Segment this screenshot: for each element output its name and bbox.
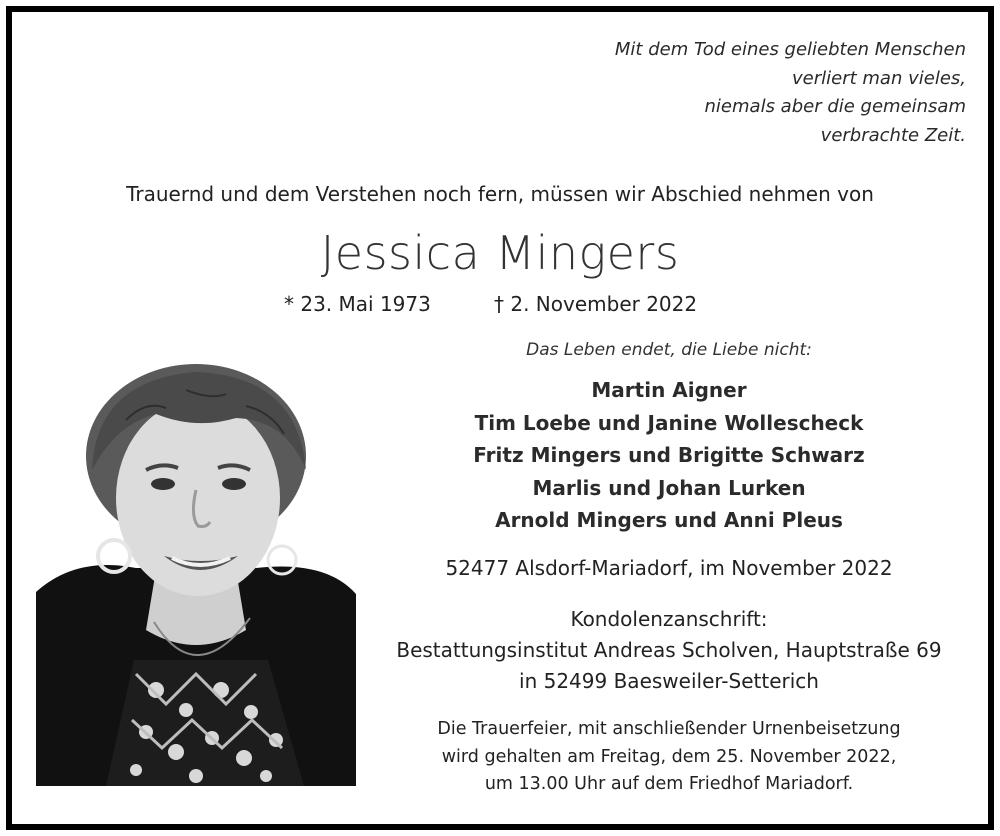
mourner-name: Martin Aigner <box>591 378 747 402</box>
funeral-line: Die Trauerfeier, mit anschließender Urnenbeisetzung <box>437 719 901 739</box>
place-and-date: 52477 Alsdorf-Mariadorf, im November 2022 <box>445 556 893 580</box>
motto-text: Das Leben endet, die Liebe nicht: <box>526 340 812 360</box>
poem-line: verliert man vieles, <box>792 67 966 89</box>
deceased-name: Jessica Mingers <box>320 226 680 280</box>
funeral-line: um 13.00 Uhr auf dem Friedhof Mariadorf. <box>484 774 854 794</box>
poem-quote <box>466 36 966 150</box>
mourners-list <box>372 374 966 537</box>
condolence-label: Kondolenzanschrift: <box>570 607 768 631</box>
portrait-photo <box>36 360 356 786</box>
mourner-name: Fritz Mingers und Brigitte Schwarz <box>473 443 865 467</box>
mourner-name: Marlis und Johan Lurken <box>532 475 806 500</box>
birth-date: * 23. Mai 1973 <box>284 292 431 316</box>
mourner-name: Arnold Mingers und Anni Pleus <box>495 508 843 532</box>
condolence-address <box>372 604 966 697</box>
funeral-line: wird gehalten am Freitag, dem 25. November 2022, <box>441 746 897 767</box>
condolence-line: in 52499 Baesweiler-Setterich <box>519 669 819 693</box>
poem-line: Mit dem Tod eines geliebten Menschen <box>614 39 966 60</box>
death-date: † 2. November 2022 <box>494 292 698 316</box>
intro-text: Trauernd und dem Verstehen noch fern, müssen wir Abschied nehmen von <box>126 182 874 206</box>
mourner-name: Tim Loebe und Janine Wollescheck <box>474 410 864 435</box>
poem-line: niemals aber die gemeinsam <box>704 96 966 117</box>
funeral-details <box>372 716 966 799</box>
condolence-line: Bestattungsinstitut Andreas Scholven, Hauptstraße 69 <box>396 638 942 662</box>
poem-line: verbrachte Zeit. <box>820 124 966 146</box>
